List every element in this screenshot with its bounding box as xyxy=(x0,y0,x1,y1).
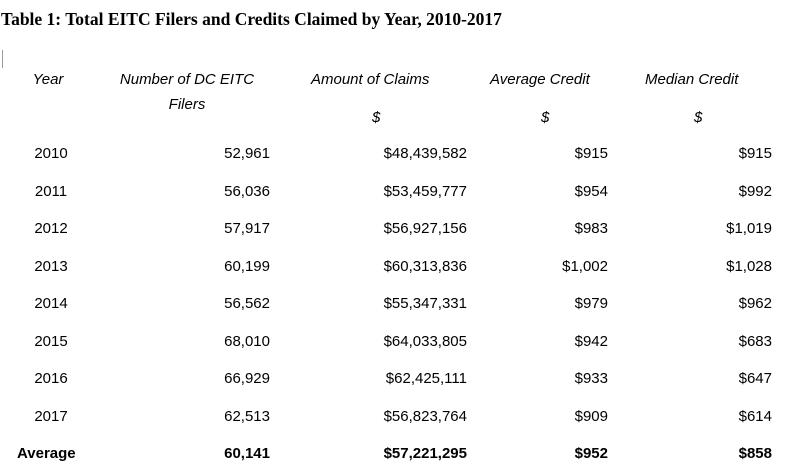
table-row xyxy=(0,217,789,241)
average-row xyxy=(0,442,789,466)
cell-filers: 62,513 xyxy=(224,408,270,425)
cell-median: $992 xyxy=(738,183,772,200)
cell-year: 2016 xyxy=(34,370,68,387)
cell-amount: $62,425,111 xyxy=(385,370,467,387)
cell-amount: $56,927,156 xyxy=(383,220,467,237)
cell-average: $979 xyxy=(574,295,608,312)
cell-median: $683 xyxy=(738,333,772,350)
header-amount: Amount of Claims xyxy=(311,71,430,88)
cell-amount: $60,313,836 xyxy=(383,258,467,275)
cell-average: $915 xyxy=(574,145,608,162)
cell-amount: $53,459,777 xyxy=(383,183,467,200)
cell-year: 2011 xyxy=(34,183,68,200)
unit-average: $ xyxy=(541,109,550,126)
cell-average: $952 xyxy=(574,445,608,462)
cell-median: $1,028 xyxy=(726,258,772,275)
cell-median: $614 xyxy=(738,408,772,425)
header-filers-line1: Number of DC EITC xyxy=(119,71,255,88)
text-cursor-mark xyxy=(2,50,3,68)
cell-median: $1,019 xyxy=(726,220,772,237)
cell-filers: 56,562 xyxy=(224,295,270,312)
cell-median: $962 xyxy=(738,295,772,312)
header-average: Average Credit xyxy=(490,71,590,88)
cell-filers: 60,199 xyxy=(224,258,270,275)
average-label: Average xyxy=(17,445,76,462)
cell-year: 2010 xyxy=(34,145,68,162)
cell-median: $915 xyxy=(738,145,772,162)
cell-average: $909 xyxy=(574,408,608,425)
cell-year: 2013 xyxy=(34,258,68,275)
cell-median: $858 xyxy=(738,445,772,462)
cell-average: $954 xyxy=(574,183,608,200)
cell-average: $942 xyxy=(574,333,608,350)
cell-filers: 66,929 xyxy=(224,370,270,387)
cell-amount: $64,033,805 xyxy=(383,333,467,350)
table-row xyxy=(0,292,789,316)
table-row xyxy=(0,142,789,166)
cell-filers: 52,961 xyxy=(224,145,270,162)
cell-amount: $56,823,764 xyxy=(383,408,467,425)
table-row xyxy=(0,180,789,204)
cell-average: $933 xyxy=(574,370,608,387)
cell-average: $983 xyxy=(574,220,608,237)
cell-filers: 68,010 xyxy=(224,333,270,350)
cell-year: 2014 xyxy=(34,295,68,312)
cell-year: 2017 xyxy=(34,408,68,425)
cell-filers: 56,036 xyxy=(224,183,270,200)
table-row xyxy=(0,330,789,354)
cell-amount: $57,221,295 xyxy=(383,445,467,462)
table-row xyxy=(0,367,789,391)
cell-amount: $48,439,582 xyxy=(383,145,467,162)
unit-amount: $ xyxy=(372,109,381,126)
cell-filers: 57,917 xyxy=(224,220,270,237)
unit-median: $ xyxy=(694,109,703,126)
cell-filers: 60,141 xyxy=(224,445,270,462)
header-filers-line2: Filers xyxy=(168,96,206,113)
table-row xyxy=(0,255,789,279)
header-year: Year xyxy=(32,71,64,88)
table-title: Table 1: Total EITC Filers and Credits Claimed by Year, 2010-2017 xyxy=(1,9,502,29)
header-median: Median Credit xyxy=(645,71,739,88)
cell-amount: $55,347,331 xyxy=(383,295,467,312)
cell-median: $647 xyxy=(738,370,772,387)
cell-average: $1,002 xyxy=(562,258,608,275)
cell-year: 2012 xyxy=(34,220,68,237)
table-row xyxy=(0,405,789,429)
cell-year: 2015 xyxy=(34,333,68,350)
